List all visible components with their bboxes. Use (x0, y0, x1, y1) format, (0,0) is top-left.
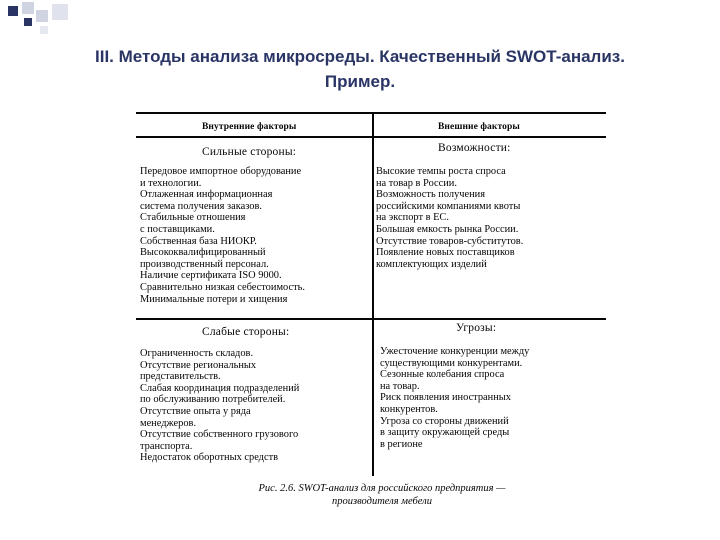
internal-factors-header: Внутренние факторы (202, 122, 297, 132)
list-item: Ограниченность складов. (140, 348, 254, 359)
list-item: в защиту окружающей среды (380, 427, 510, 439)
list-item: Слабая координация подразделений (140, 382, 300, 394)
list-item: Появление новых поставщиков (376, 247, 515, 259)
slide-title (30, 44, 690, 94)
caption-line-2: производителя мебели (332, 496, 432, 507)
list-item: Отсутствие региональных (140, 359, 257, 371)
deco-square (22, 2, 34, 14)
external-factors-header: Внешние факторы (438, 122, 520, 132)
weaknesses-heading: Слабые стороны: (202, 326, 290, 338)
list-item: на экспорт в ЕС. (376, 212, 449, 224)
list-item: Большая емкость рынка России. (376, 223, 519, 235)
list-item: в регионе (380, 438, 423, 450)
figure-caption (172, 482, 592, 508)
list-item: Сезонные колебания спроса (380, 369, 505, 381)
list-item: Отлаженная информационная (140, 189, 273, 201)
list-item: Передовое импортное оборудование (140, 166, 302, 177)
list-item: система получения заказов. (140, 200, 262, 212)
decorative-squares (0, 0, 720, 40)
list-item: Наличие сертификата ISO 9000. (140, 270, 282, 282)
deco-square (8, 6, 18, 16)
list-item: конкурентов. (380, 403, 438, 415)
list-item: Высококвалифицированный (140, 247, 266, 259)
list-item: Угроза со стороны движений (380, 415, 509, 427)
deco-square (52, 4, 68, 20)
list-item: на товар. (380, 380, 420, 392)
strengths-list (140, 166, 305, 305)
list-item: Высокие темпы роста спроса (376, 166, 506, 177)
deco-square (36, 10, 48, 22)
list-item: по обслуживанию потребителей. (140, 394, 286, 406)
list-item: Риск появления иностранных (380, 392, 511, 404)
list-item: Собственная база НИОКР. (140, 235, 257, 247)
list-item: комплектующих изделий (376, 258, 487, 270)
strengths-heading: Сильные стороны: (202, 146, 297, 158)
list-item: Недостаток оборотных средств (140, 452, 279, 464)
list-item: менеджеров. (140, 417, 197, 429)
swot-table-scan (132, 108, 608, 518)
list-item: Отсутствие опыта у ряда (140, 405, 251, 417)
table-top-rule (136, 112, 606, 114)
list-item: Ужесточение конкуренции между (380, 346, 530, 357)
weaknesses-list (140, 348, 299, 464)
opportunities-list (376, 166, 523, 270)
list-item: производственный персонал. (140, 258, 269, 270)
deco-square (40, 26, 48, 34)
table-column-divider (372, 112, 374, 476)
list-item: с поставщиками. (140, 223, 215, 235)
list-item: Возможность получения (376, 189, 486, 201)
list-item: Отсутствие товаров-субститутов. (376, 235, 524, 247)
list-item: на товар в России. (376, 177, 457, 189)
list-item: российскими компаниями квоты (376, 200, 521, 212)
list-item: Сравнительно низкая себестоимость. (140, 281, 305, 293)
caption-line-1: Рис. 2.6. SWOT-анализ для российского предприятия — (258, 483, 506, 494)
list-item: транспорта. (140, 440, 193, 452)
threats-heading: Угрозы: (456, 322, 497, 334)
slide-title-line-2: Пример. (324, 72, 396, 91)
opportunities-heading: Возможности: (438, 142, 511, 154)
list-item: представительств. (140, 371, 221, 383)
deco-square (24, 18, 32, 26)
list-item: и технологии. (140, 177, 202, 189)
table-middle-rule (136, 318, 606, 320)
table-header-rule (136, 136, 606, 138)
slide-title-line-1: III. Методы анализа микросреды. Качественный SWOT-анализ. (95, 47, 625, 66)
threats-list (380, 346, 529, 450)
list-item: Отсутствие собственного грузового (140, 429, 299, 441)
list-item: Минимальные потери и хищения (140, 293, 288, 305)
list-item: существующими конкурентами. (380, 357, 523, 369)
list-item: Стабильные отношения (140, 212, 246, 224)
